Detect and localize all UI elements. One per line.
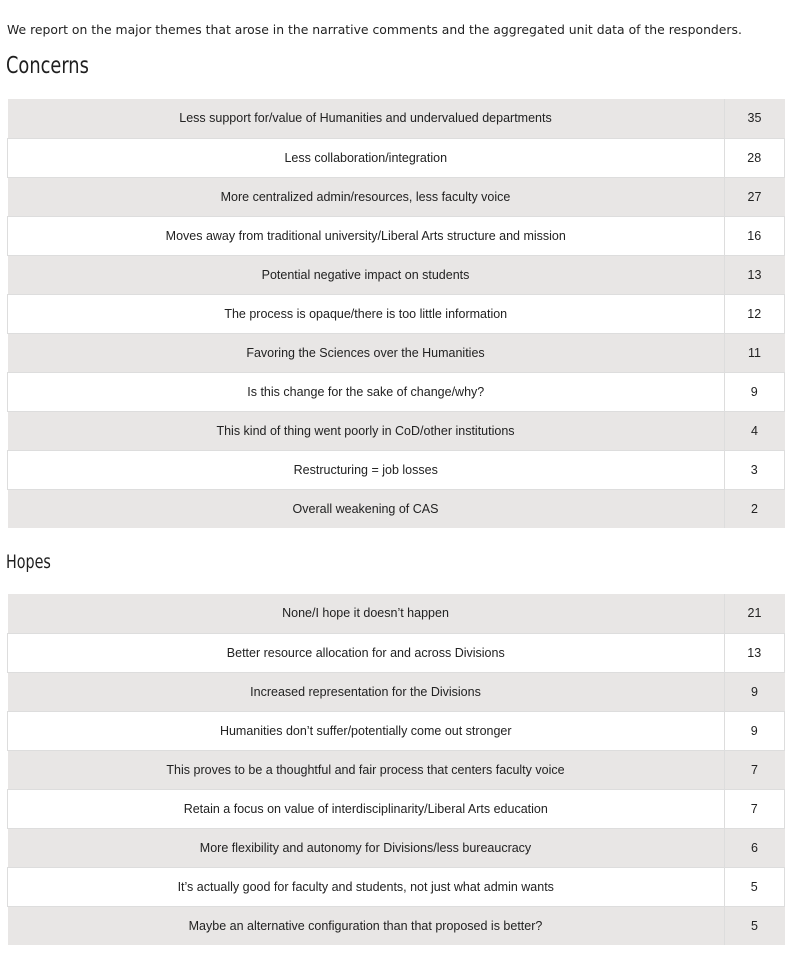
table-row <box>8 216 785 255</box>
theme-cell: Is this change for the sake of change/why? <box>8 372 725 411</box>
count-cell: 9 <box>724 672 785 711</box>
count-cell: 4 <box>724 411 785 450</box>
theme-cell: More flexibility and autonomy for Divisions/less bureaucracy <box>8 828 725 867</box>
count-cell: 11 <box>724 333 785 372</box>
count-cell: 12 <box>724 294 785 333</box>
table-row <box>8 294 785 333</box>
theme-cell: Maybe an alternative configuration than that proposed is better? <box>8 906 725 945</box>
theme-cell: This proves to be a thoughtful and fair process that centers faculty voice <box>8 750 725 789</box>
hopes-heading: Hopes <box>6 552 51 573</box>
count-cell: 21 <box>724 594 785 633</box>
count-cell: 27 <box>724 177 785 216</box>
theme-cell: The process is opaque/there is too little information <box>8 294 725 333</box>
count-cell: 2 <box>724 489 785 528</box>
table-row <box>8 828 785 867</box>
theme-cell: Less support for/value of Humanities and undervalued departments <box>8 99 725 138</box>
table-row <box>8 411 785 450</box>
theme-cell: Humanities don’t suffer/potentially come out stronger <box>8 711 725 750</box>
theme-cell: Less collaboration/integration <box>8 138 725 177</box>
count-cell: 13 <box>724 633 785 672</box>
table-row <box>8 99 785 138</box>
count-cell: 9 <box>724 711 785 750</box>
count-cell: 16 <box>724 216 785 255</box>
table-row <box>8 255 785 294</box>
table-row <box>8 633 785 672</box>
count-cell: 6 <box>724 828 785 867</box>
count-cell: 9 <box>724 372 785 411</box>
table-row <box>8 372 785 411</box>
intro-paragraph: We report on the major themes that arose in the narrative comments and the aggregated unit data of the responders. <box>7 22 742 38</box>
theme-cell: Potential negative impact on students <box>8 255 725 294</box>
table-row <box>8 906 785 945</box>
count-cell: 7 <box>724 789 785 828</box>
table-row <box>8 750 785 789</box>
concerns-heading: Concerns <box>6 53 89 79</box>
table-row <box>8 867 785 906</box>
count-cell: 3 <box>724 450 785 489</box>
table-row <box>8 333 785 372</box>
count-cell: 35 <box>724 99 785 138</box>
table-row <box>8 672 785 711</box>
theme-cell: Moves away from traditional university/Liberal Arts structure and mission <box>8 216 725 255</box>
table-row <box>8 594 785 633</box>
theme-cell: Favoring the Sciences over the Humanities <box>8 333 725 372</box>
concerns-table <box>7 99 785 528</box>
theme-cell: Better resource allocation for and across Divisions <box>8 633 725 672</box>
table-row <box>8 177 785 216</box>
table-row <box>8 450 785 489</box>
theme-cell: This kind of thing went poorly in CoD/other institutions <box>8 411 725 450</box>
theme-cell: It’s actually good for faculty and students, not just what admin wants <box>8 867 725 906</box>
table-row <box>8 489 785 528</box>
table-row <box>8 711 785 750</box>
table-row <box>8 789 785 828</box>
theme-cell: Retain a focus on value of interdisciplinarity/Liberal Arts education <box>8 789 725 828</box>
theme-cell: Increased representation for the Divisions <box>8 672 725 711</box>
count-cell: 5 <box>724 867 785 906</box>
theme-cell: Overall weakening of CAS <box>8 489 725 528</box>
theme-cell: More centralized admin/resources, less faculty voice <box>8 177 725 216</box>
count-cell: 5 <box>724 906 785 945</box>
count-cell: 28 <box>724 138 785 177</box>
theme-cell: Restructuring = job losses <box>8 450 725 489</box>
count-cell: 7 <box>724 750 785 789</box>
table-row <box>8 138 785 177</box>
count-cell: 13 <box>724 255 785 294</box>
theme-cell: None/I hope it doesn’t happen <box>8 594 725 633</box>
hopes-table <box>7 594 785 945</box>
